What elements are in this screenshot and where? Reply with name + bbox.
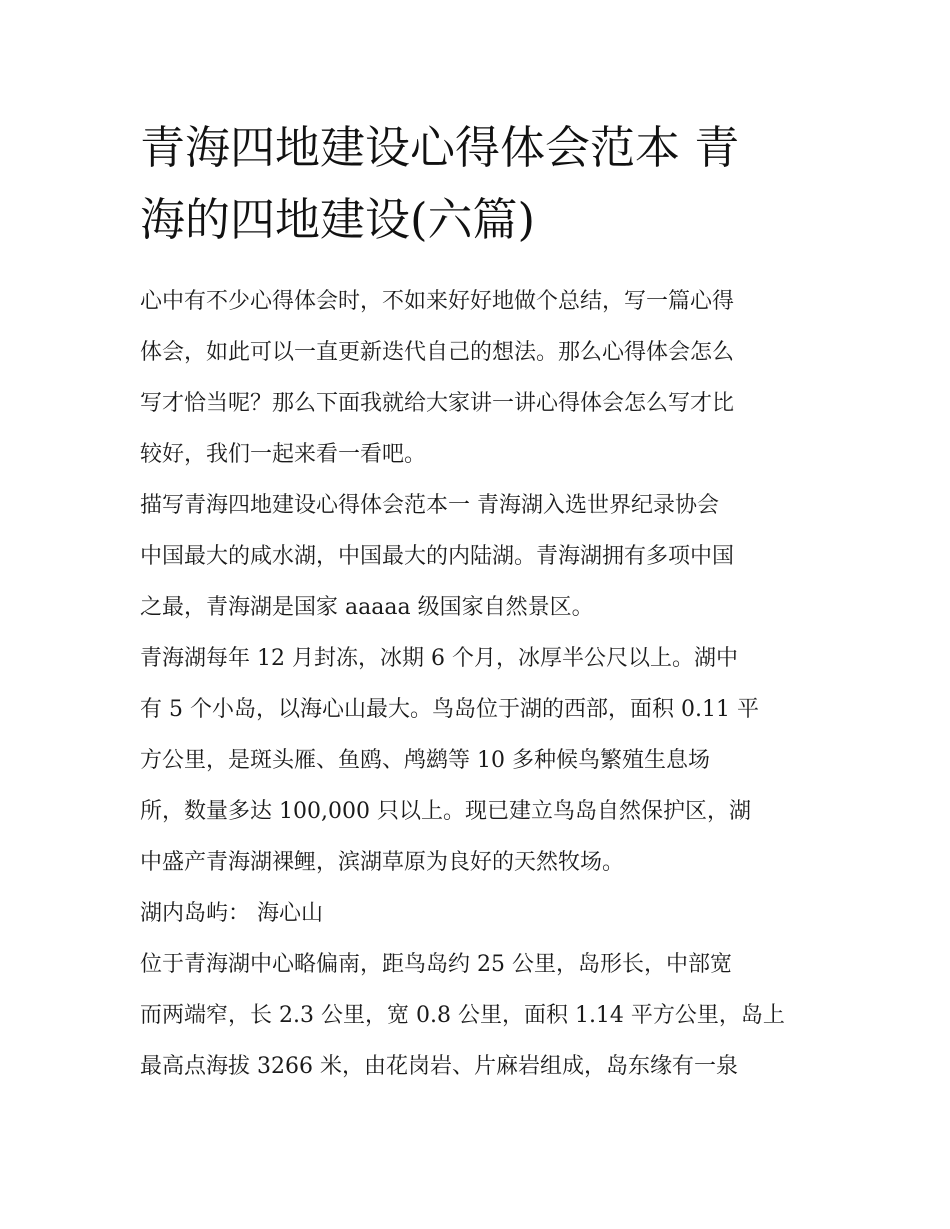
body-line: 描写青海四地建设心得体会范本一 青海湖入选世界纪录协会 [140, 493, 719, 518]
body-line: 最高点海拔 3266 米，由花岗岩、片麻岩组成，岛东缘有一泉 [140, 1054, 738, 1079]
body-line: 青海湖每年 12 月封冻，冰期 6 个月，冰厚半公尺以上。湖中 [140, 646, 738, 671]
body-line: 较好，我们一起来看一看吧。 [140, 442, 427, 467]
body-line: 所，数量多达 100,000 只以上。现已建立鸟岛自然保护区，湖 [140, 799, 751, 824]
body-line: 体会，如此可以一直更新迭代自己的想法。那么心得体会怎么 [140, 340, 735, 365]
body-line: 有 5 个小岛，以海心山最大。鸟岛位于湖的西部，面积 0.11 平 [140, 697, 759, 722]
document-title [140, 112, 820, 256]
title-line: 青海四地建设心得体会范本 青 [140, 121, 740, 174]
body-line: 心中有不少心得体会时，不如来好好地做个总结，写一篇心得 [140, 289, 735, 314]
document-body [140, 276, 830, 1092]
title-line: 海的四地建设(六篇) [140, 193, 536, 246]
body-line: 方公里，是斑头雁、鱼鸥、鸬鹚等 10 多种候鸟繁殖生息场 [140, 748, 710, 773]
body-line: 中国最大的咸水湖，中国最大的内陆湖。青海湖拥有多项中国 [140, 544, 735, 569]
body-line: 而两端窄，长 2.3 公里，宽 0.8 公里，面积 1.14 平方公里，岛上 [140, 1003, 785, 1028]
body-line: 中盛产青海湖裸鲤，滨湖草原为良好的天然牧场。 [140, 850, 625, 875]
body-line: 之最，青海湖是国家 aaaaa 级国家自然景区。 [140, 595, 594, 620]
body-line: 写才恰当呢？那么下面我就给大家讲一讲心得体会怎么写才比 [140, 391, 735, 416]
body-line: 位于青海湖中心略偏南，距鸟岛约 25 公里，岛形长，中部宽 [140, 952, 732, 977]
body-line: 湖内岛屿： 海心山 [140, 901, 323, 926]
